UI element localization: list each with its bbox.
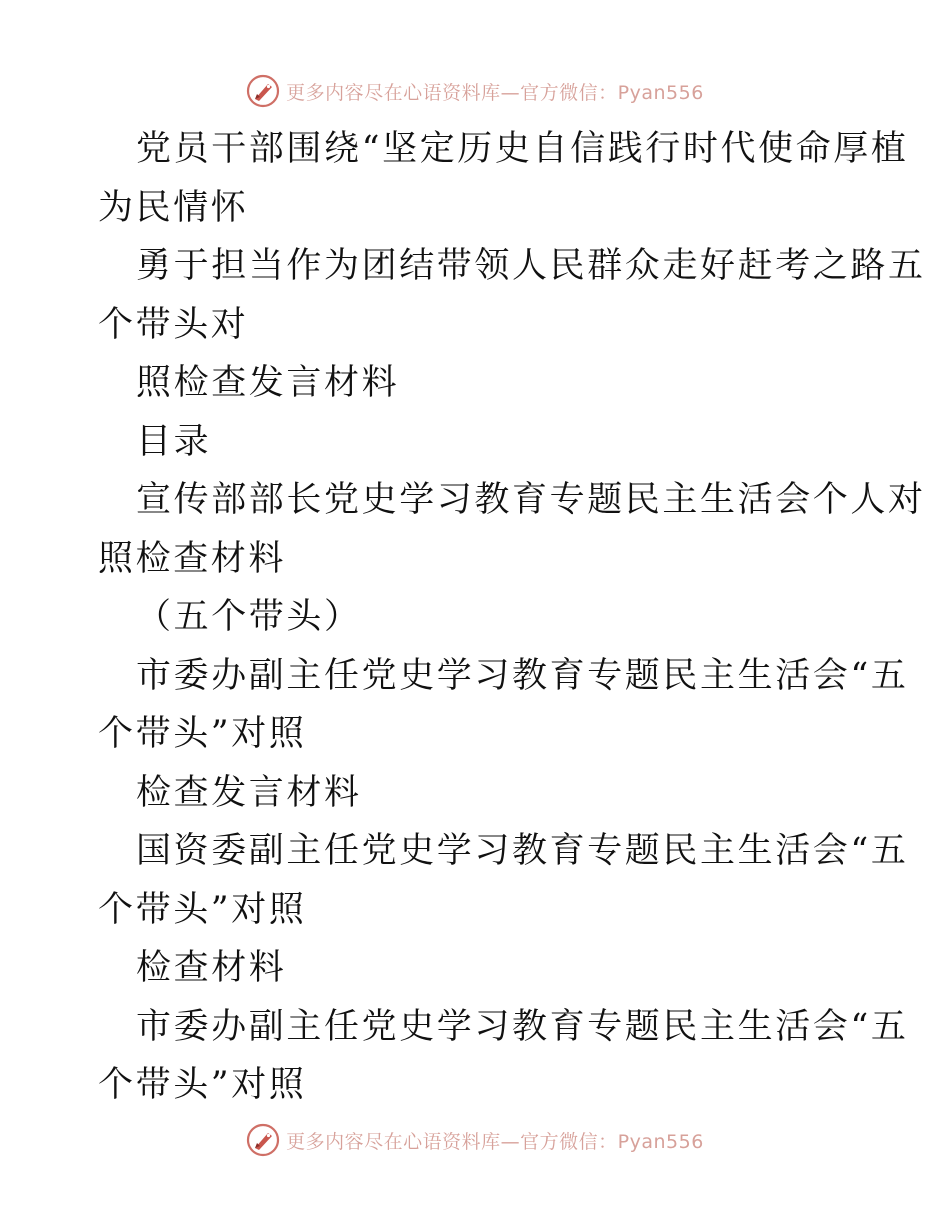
document-line: 个带头”对照 [98, 889, 307, 930]
document-line: 目录 [136, 421, 212, 462]
document-line: 国资委副主任党史学习教育专题民主生活会“五 [136, 831, 909, 871]
document-line: 为民情怀 [98, 187, 249, 228]
document-line: 照检查材料 [98, 538, 287, 579]
pen-nib-logo-icon [246, 74, 280, 108]
document-line: 检查材料 [136, 948, 287, 988]
document-line: （五个带头） [136, 597, 362, 637]
document-line: 照检查发言材料 [136, 363, 400, 403]
document-line: 市委办副主任党史学习教育专题民主生活会“五 [136, 1006, 909, 1047]
document-line: 宣传部部长党史学习教育专题民主生活会个人对 [136, 480, 926, 520]
document-line: 勇于担当作为团结带领人民群众走好赶考之路五 [136, 246, 926, 286]
footer-watermark [0, 1120, 950, 1160]
header-watermark [0, 71, 950, 111]
document-body [98, 120, 926, 1115]
document-line: 党员干部围绕“坚定历史自信践行时代使命厚植 [136, 129, 909, 169]
document-line: 个带头”对照 [98, 714, 307, 754]
watermark-text: 更多内容尽在心语资料库—官方微信：Pyan556 [286, 1130, 704, 1153]
pen-nib-logo-icon [246, 1123, 280, 1157]
document-line: 市委办副主任党史学习教育专题民主生活会“五 [136, 655, 909, 696]
document-line: 个带头”对照 [98, 1065, 307, 1105]
document-line: 个带头对 [98, 304, 249, 345]
watermark-text: 更多内容尽在心语资料库—官方微信：Pyan556 [286, 81, 704, 104]
document-line: 检查发言材料 [136, 772, 362, 813]
